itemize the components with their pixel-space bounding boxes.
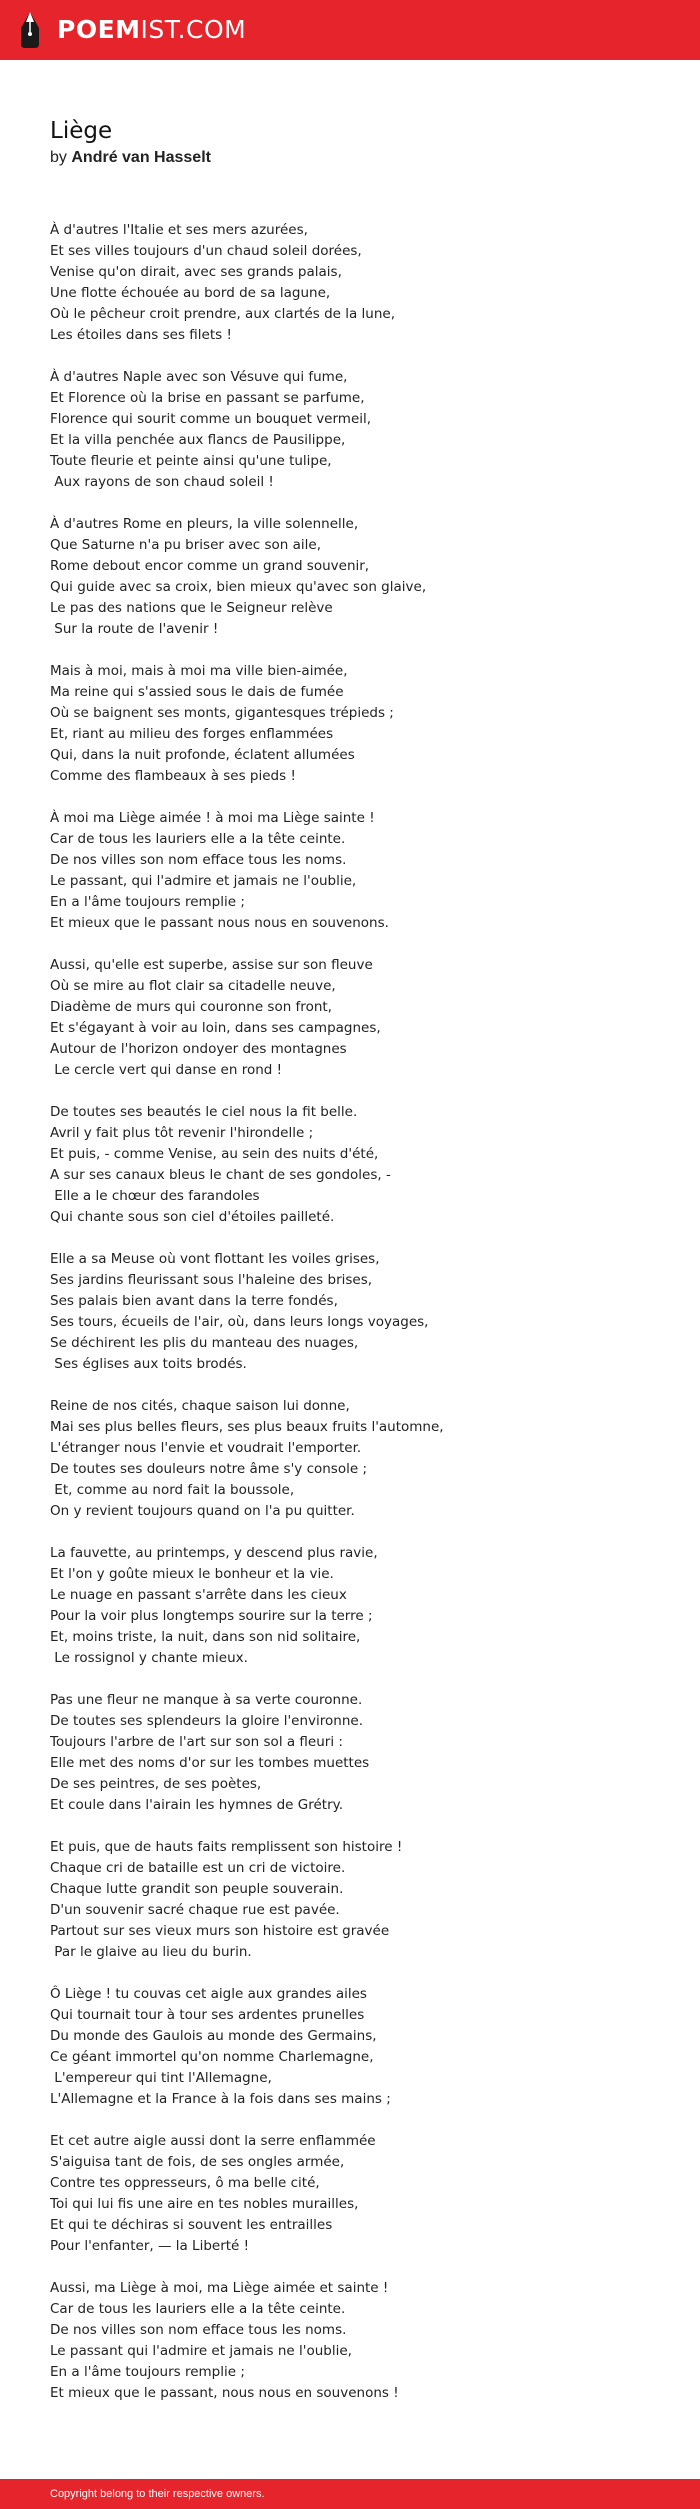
stanza (50, 1102, 650, 1228)
poem-line: Le passant qui l'admire et jamais ne l'oublie, (50, 2343, 352, 2359)
poem-line: Et mieux que le passant, nous nous en souvenons ! (50, 2385, 399, 2401)
poem-line: Où se baignent ses monts, gigantesques trépieds ; (50, 705, 394, 721)
poem-line: L'Allemagne et la France à la fois dans ses mains ; (50, 2091, 391, 2107)
poem-line: Elle met des noms d'or sur les tombes muettes (50, 1755, 370, 1771)
poem-line: Les étoiles dans ses filets ! (50, 327, 232, 343)
poem-line: La fauvette, au printemps, y descend plus ravie, (50, 1545, 378, 1561)
poem-line: Ses palais bien avant dans la terre fondés, (50, 1293, 338, 1309)
poem-line: De toutes ses splendeurs la gloire l'environne. (50, 1713, 363, 1729)
poem-line: Toute fleurie et peinte ainsi qu'une tulipe, (50, 453, 332, 469)
poem-line: Venise qu'on dirait, avec ses grands palais, (50, 264, 342, 280)
poem-line: En a l'âme toujours remplie ; (50, 2364, 245, 2380)
poem-line: Chaque cri de bataille est un cri de victoire. (50, 1860, 346, 1876)
poem-line: Et, comme au nord fait la boussole, (50, 1482, 295, 1498)
poem-line: Car de tous les lauriers elle a la tête ceinte. (50, 2301, 346, 2317)
poem-line: Et, riant au milieu des forges enflammées (50, 726, 334, 742)
poem-line: Ses églises aux toits brodés. (50, 1356, 247, 1372)
poem-line: De nos villes son nom efface tous les noms. (50, 852, 347, 868)
poem-line: Pour la voir plus longtemps sourire sur la terre ; (50, 1608, 373, 1624)
poem-line: L'étranger nous l'envie et voudrait l'emporter. (50, 1440, 362, 1456)
poem-line: Ses tours, écueils de l'air, où, dans leurs longs voyages, (50, 1314, 429, 1330)
site-logo-link[interactable] (57, 0, 246, 60)
poem-line: Et ses villes toujours d'un chaud soleil dorées, (50, 243, 362, 259)
copyright-text: Copyright belong to their respective owners. (50, 2488, 265, 2500)
poem-line: Rome debout encor comme un grand souvenir, (50, 558, 370, 574)
stanza (50, 1396, 650, 1522)
poem-line: Comme des flambeaux à ses pieds ! (50, 768, 296, 784)
poem-line: À d'autres Rome en pleurs, la ville solennelle, (50, 516, 359, 532)
poem-line: Et puis, - comme Venise, au sein des nuits d'été, (50, 1146, 379, 1162)
poem-line: Le nuage en passant s'arrête dans les cieux (50, 1587, 347, 1603)
poem-line: Ses jardins fleurissant sous l'haleine des brises, (50, 1272, 373, 1288)
poem-line: Se déchirent les plis du manteau des nuages, (50, 1335, 359, 1351)
poem-line: Et Florence où la brise en passant se parfume, (50, 390, 365, 406)
poem-line: Et qui te déchiras si souvent les entrailles (50, 2217, 333, 2233)
poem-line: Pour l'enfanter, — la Liberté ! (50, 2238, 250, 2254)
poem-content (50, 116, 650, 2425)
stanza (50, 220, 650, 346)
poem-line: Ma reine qui s'assied sous le dais de fumée (50, 684, 344, 700)
byline (50, 146, 650, 170)
poem-line: Et la villa penchée aux flancs de Pausilippe, (50, 432, 346, 448)
poem-line: Ô Liège ! tu couvas cet aigle aux grandes ailes (50, 1986, 367, 2002)
by-label: by (50, 149, 67, 166)
poem-line: D'un souvenir sacré chaque rue est pavée. (50, 1902, 340, 1918)
logo-bold-text: POEM (57, 15, 141, 44)
author-link[interactable]: André van Hasselt (71, 149, 211, 166)
poem-line: De nos villes son nom efface tous les noms. (50, 2322, 347, 2338)
poem-line: Reine de nos cités, chaque saison lui donne, (50, 1398, 350, 1414)
stanza (50, 1543, 650, 1669)
pen-nib-logo-icon[interactable] (17, 10, 43, 50)
stanza (50, 1837, 650, 1963)
poem-line: Chaque lutte grandit son peuple souverain. (50, 1881, 344, 1897)
poem-line: Mais à moi, mais à moi ma ville bien-aimée, (50, 663, 348, 679)
stanza (50, 367, 650, 493)
stanza (50, 2131, 650, 2257)
poem-line: Autour de l'horizon ondoyer des montagnes (50, 1041, 347, 1057)
stanza (50, 1249, 650, 1375)
poem-line: Et cet autre aigle aussi dont la serre enflammée (50, 2133, 376, 2149)
poem-line: Et puis, que de hauts faits remplissent son histoire ! (50, 1839, 403, 1855)
poem-line: Et s'égayant à voir au loin, dans ses campagnes, (50, 1020, 381, 1036)
poem-line: Et coule dans l'airain les hymnes de Grétry. (50, 1797, 343, 1813)
poem-line: Par le glaive au lieu du burin. (50, 1944, 252, 1960)
poem-line: Qui chante sous son ciel d'étoiles pailleté. (50, 1209, 335, 1225)
poem-line: Qui guide avec sa croix, bien mieux qu'avec son glaive, (50, 579, 427, 595)
poem-line: Le pas des nations que le Seigneur relève (50, 600, 333, 616)
poem-line: À moi ma Liège aimée ! à moi ma Liège sainte ! (50, 810, 375, 826)
poem-line: Avril y fait plus tôt revenir l'hirondelle ; (50, 1125, 314, 1141)
stanza (50, 1984, 650, 2110)
poem-line: Aux rayons de son chaud soleil ! (50, 474, 274, 490)
poem-line: On y revient toujours quand on l'a pu quitter. (50, 1503, 355, 1519)
poem-line: Où se mire au flot clair sa citadelle neuve, (50, 978, 336, 994)
stanza (50, 955, 650, 1081)
poem-line: Toujours l'arbre de l'art sur son sol a fleuri : (50, 1734, 343, 1750)
poem-line: Le rossignol y chante mieux. (50, 1650, 248, 1666)
poem-line: Une flotte échouée au bord de sa lagune, (50, 285, 331, 301)
poem-line: Que Saturne n'a pu briser avec son aile, (50, 537, 322, 553)
poem-line: Mai ses plus belles fleurs, ses plus beaux fruits l'automne, (50, 1419, 444, 1435)
poem-line: Et, moins triste, la nuit, dans son nid solitaire, (50, 1629, 361, 1645)
poem-line: Qui tournait tour à tour ses ardentes prunelles (50, 2007, 365, 2023)
poem-line: Où le pêcheur croit prendre, aux clartés de la lune, (50, 306, 396, 322)
poem-line: Elle a le chœur des farandoles (50, 1188, 260, 1204)
poem-line: Car de tous les lauriers elle a la tête ceinte. (50, 831, 346, 847)
poem-line: De ses peintres, de ses poètes, (50, 1776, 262, 1792)
poem-line: Et mieux que le passant nous nous en souvenons. (50, 915, 389, 931)
poem-line: A sur ses canaux bleus le chant de ses gondoles, - (50, 1167, 391, 1183)
stanza (50, 661, 650, 787)
poem-line: Ce géant immortel qu'on nomme Charlemagne, (50, 2049, 374, 2065)
poem-line: S'aiguisa tant de fois, de ses ongles armée, (50, 2154, 345, 2170)
poem-line: L'empereur qui tint l'Allemagne, (50, 2070, 272, 2086)
poem-line: Contre tes oppresseurs, ô ma belle cité, (50, 2175, 320, 2191)
poem-line: De toutes ses beautés le ciel nous la fit belle. (50, 1104, 358, 1120)
poem-line: Qui, dans la nuit profonde, éclatent allumées (50, 747, 355, 763)
poem-line: Partout sur ses vieux murs son histoire est gravée (50, 1923, 390, 1939)
poem-line: Et l'on y goûte mieux le bonheur et la vie. (50, 1566, 334, 1582)
poem-line: À d'autres l'Italie et ses mers azurées, (50, 222, 308, 238)
poem-body (50, 220, 650, 2404)
stanza (50, 514, 650, 640)
poem-line: En a l'âme toujours remplie ; (50, 894, 245, 910)
poem-line: Sur la route de l'avenir ! (50, 621, 219, 637)
poem-title: Liège (50, 118, 113, 144)
poem-line: Florence qui sourit comme un bouquet vermeil, (50, 411, 372, 427)
site-footer (0, 2479, 700, 2509)
stanza (50, 808, 650, 934)
logo-light-text: IST.COM (140, 15, 247, 44)
stanza (50, 1690, 650, 1816)
poem-line: Le cercle vert qui danse en rond ! (50, 1062, 283, 1078)
poem-line: Toi qui lui fis une aire en tes nobles murailles, (50, 2196, 359, 2212)
poem-line: Aussi, ma Liège à moi, ma Liège aimée et sainte ! (50, 2280, 389, 2296)
poem-line: Le passant, qui l'admire et jamais ne l'oublie, (50, 873, 357, 889)
poem-line: Pas une fleur ne manque à sa verte couronne. (50, 1692, 363, 1708)
poem-line: Du monde des Gaulois au monde des Germains, (50, 2028, 377, 2044)
site-header (0, 0, 700, 60)
poem-line: Aussi, qu'elle est superbe, assise sur son fleuve (50, 957, 373, 973)
poem-line: Elle a sa Meuse où vont flottant les voiles grises, (50, 1251, 380, 1267)
poem-line: Diadème de murs qui couronne son front, (50, 999, 332, 1015)
poem-line: De toutes ses douleurs notre âme s'y console ; (50, 1461, 367, 1477)
poem-line: À d'autres Naple avec son Vésuve qui fume, (50, 369, 348, 385)
stanza (50, 2278, 650, 2404)
